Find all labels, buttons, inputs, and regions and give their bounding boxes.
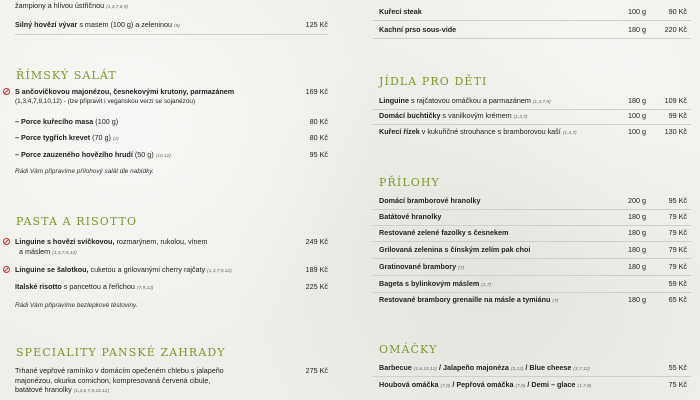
side-item: Grilovaná zelenina s čínským zelím pak choi	[379, 245, 531, 254]
price: 95 Kč	[668, 196, 687, 205]
weight: 180 g	[628, 25, 646, 34]
menu-item-roman-salad: S ančovičkovou majonézou, česnekovými krutony, parmazánem (1,3,4,7,9,10,12) - (lze připravit i veganskou verzi se sojanézou)	[15, 87, 235, 105]
section-title-pasta: PASTA A RISOTTO	[16, 215, 138, 228]
section-title-roman-salad: ŘÍMSKÝ SALÁT	[16, 69, 117, 82]
weight: 100 g	[628, 127, 646, 136]
menu-item-kids-2: Domácí buchtičky s vanilkovým krémem (1,3,7)	[379, 111, 528, 120]
sauce-row: Barbecue (1,6,10,12) / Jalapeño majonéza (3,12) / Blue cheese (3,7,12)	[379, 363, 590, 372]
divider	[373, 225, 691, 226]
vegan-icon	[3, 88, 10, 95]
price: 79 Kč	[668, 228, 687, 237]
menu-addon: – Porce kuřecího masa (100 g)	[15, 117, 119, 126]
price: 169 Kč	[305, 87, 328, 96]
section-note: Rádi Vám připravíme přílohový salát dle nabídky.	[15, 168, 154, 175]
price: 65 Kč	[668, 295, 687, 304]
menu-addon: – Porce zauzeného hovězího hrudí (50 g) (10,12)	[15, 150, 171, 159]
price: 225 Kč	[305, 282, 328, 291]
sauce-row: Houbová omáčka (7,9) / Pepřová omáčka (7,9) / Demi – glace (1,7,9)	[379, 380, 592, 389]
menu-item-pasta-2: Linguine se šalotkou, cuketou a grilovanými cherry rajčaty (1,3,7,9,12)	[15, 265, 232, 274]
weight: 180 g	[628, 228, 646, 237]
weight: 180 g	[628, 212, 646, 221]
weight: 100 g	[628, 111, 646, 120]
vegan-icon	[3, 238, 10, 245]
price: 275 Kč	[305, 366, 328, 375]
divider	[373, 275, 691, 276]
price: 220 Kč	[664, 25, 687, 34]
side-item: Restované zelené fazolky s česnekem	[379, 228, 509, 237]
side-item: Domácí bramborové hranolky	[379, 196, 481, 205]
vegan-icon	[3, 266, 10, 273]
menu-item-duck-breast: Kachní prso sous-vide	[379, 25, 457, 34]
weight: 200 g	[628, 196, 646, 205]
section-title-kids: JÍDLA PRO DĚTI	[379, 75, 488, 88]
price: 99 Kč	[668, 111, 687, 120]
side-item: Gratinované brambory (7)	[379, 262, 464, 271]
price: 189 Kč	[305, 265, 328, 274]
price: 95 Kč	[309, 150, 328, 159]
price: 109 Kč	[664, 96, 687, 105]
divider	[373, 241, 691, 242]
weight: 180 g	[628, 262, 646, 271]
price: 80 Kč	[309, 117, 328, 126]
section-note: Rádi Vám připravíme bezlepkové těstoviny.	[15, 302, 138, 309]
divider	[373, 292, 691, 293]
side-item: Restované brambory grenaille na másle a tymiánu (7)	[379, 295, 559, 304]
section-title-garden: SPECIALITY PANSKÉ ZAHRADY	[16, 346, 226, 359]
price: 249 Kč	[305, 237, 328, 246]
divider	[373, 258, 691, 259]
divider	[373, 376, 691, 377]
divider	[373, 109, 691, 110]
side-item: Batátové hranolky	[379, 212, 442, 221]
menu-addon: – Porce tygřích krevet (70 g) (2)	[15, 133, 119, 142]
divider	[373, 124, 691, 125]
divider	[15, 34, 328, 35]
menu-item-top-continuation: žampiony a hlívou ústřičnou (1,3,7,8,9)	[15, 1, 128, 10]
divider	[373, 20, 691, 21]
price: 79 Kč	[668, 212, 687, 221]
price: 79 Kč	[668, 262, 687, 271]
price: 79 Kč	[668, 245, 687, 254]
weight: 180 g	[628, 245, 646, 254]
menu-item-soup: Silný hovězí vývar s masem (100 g) a zeleninou (9)	[15, 20, 180, 29]
price: 55 Kč	[668, 363, 687, 372]
menu-item-pasta-3: Italské risotto s pancettou a řeřichou (7,9,12)	[15, 282, 154, 291]
weight: 100 g	[628, 7, 646, 16]
menu-item-garden: Trhané vepřové ramínko v domácím opečeném chlebu s jalapeño majonézou, okurka cornichon, kompresovaná červená cibule, batátové hranolky (1,3,6,7,9,10,12)	[15, 366, 224, 394]
weight: 180 g	[628, 96, 646, 105]
price: 80 Kč	[309, 133, 328, 142]
menu-item-kids-1: Linguine s rajčatovou omáčkou a parmazánem (1,3,7,9)	[379, 96, 551, 105]
menu-item-chicken-steak: Kuřecí steak	[379, 7, 422, 16]
price: 130 Kč	[664, 127, 687, 136]
menu-item-kids-3: Kuřecí řízek v kukuřičné strouhance s bramborovou kaší (1,3,7)	[379, 127, 577, 136]
price: 59 Kč	[668, 279, 687, 288]
side-item: Bageta s bylinkovým máslem (1,7)	[379, 279, 492, 288]
weight: 180 g	[628, 295, 646, 304]
section-title-sauces: OMÁČKY	[379, 343, 438, 356]
divider	[373, 38, 691, 39]
section-title-sides: PŘÍLOHY	[379, 176, 440, 189]
menu-item-pasta-1: Linguine s hovězí svíčkovou, rozmarýnem, rukolou, vínem a máslem (1,3,7,9,12)	[15, 237, 208, 256]
price: 125 Kč	[305, 20, 328, 29]
divider	[373, 209, 691, 210]
price: 75 Kč	[668, 380, 687, 389]
price: 90 Kč	[668, 7, 687, 16]
